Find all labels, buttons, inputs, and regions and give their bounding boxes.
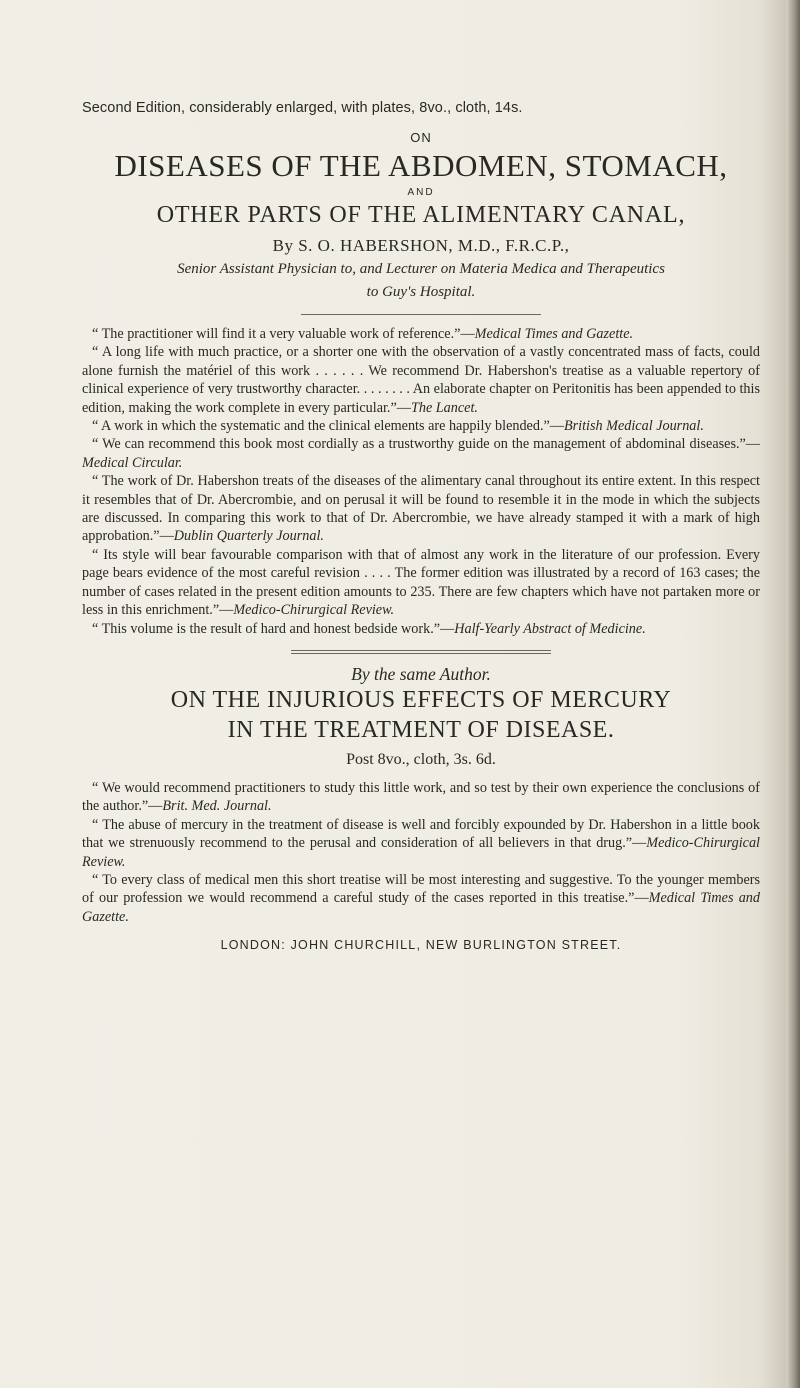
review-source: Medical Times and Gazette. <box>82 890 760 925</box>
edition-line: Second Edition, considerably enlarged, with plates, 8vo., cloth, 14s. <box>82 100 523 116</box>
review: “ The work of Dr. Habershon treats of the diseases of the alimentary canal throughout its entire extent. In this respect it resembles that of Dr. Abercrombie, and on perusal it will be found to resemble it in the mode in which the subjects are discussed. In comparing this work to that of Dr. Abercrombie, we have already stamped it with a mark of high approbation.”—Dublin Quarterly Journal. <box>82 473 760 545</box>
review-source: Medico-Chirurgical Review. <box>82 835 760 870</box>
affiliation-line1: Senior Assistant Physician to, and Lecturer on Materia Medica and Therapeutics <box>177 261 665 277</box>
double-divider-rule <box>291 650 551 654</box>
review: “ Its style will bear favourable comparison with that of almost any work in the literature of our profession. Every page bears evidence of the most careful revision . . . . The former edition was illustrated by a record of 163 cases; the number of cases related in the present edition amounts to 235. There are few chapters which have not partaken more or less in this enrichment.”—Medico-Chirurgical Review. <box>82 546 760 619</box>
book2-title-line1: ON THE INJURIOUS EFFECTS OF MERCURY <box>170 686 672 713</box>
book1-title-line2: OTHER PARTS OF THE ALIMENTARY CANAL, <box>156 202 686 228</box>
review: “ A work in which the systematic and the clinical elements are happily blended.”—British Medical Journal. <box>92 418 704 435</box>
review-source: British Medical Journal. <box>563 418 704 435</box>
book1-title-line1: DISEASES OF THE ABDOMEN, STOMACH, <box>114 148 728 183</box>
review-source: Brit. Med. Journal. <box>162 798 272 815</box>
affiliation-line2: to Guy's Hospital. <box>366 284 476 300</box>
author-line: By S. O. HABERSHON, M.D., F.R.C.P., <box>272 236 570 255</box>
book2-title-line2: IN THE TREATMENT OF DISEASE. <box>227 716 615 743</box>
book2-format-price: Post 8vo., cloth, 3s. 6d. <box>346 750 496 768</box>
book2-reviews <box>82 779 760 926</box>
review: “ To every class of medical men this short treatise will be most interesting and suggestive. To the younger members of our profession we would recommend a careful study of the cases reported in this treatise.”—Medical Times and Gazette. <box>82 871 760 925</box>
page-edge-shadow <box>786 0 800 1388</box>
review: “ We can recommend this book most cordially as a trustworthy guide on the management of abdominal diseases.”—Medical Circular. <box>82 436 760 471</box>
review: “ The practitioner will find it a very valuable work of reference.”—Medical Times and Gazette. <box>92 326 634 342</box>
review: “ A long life with much practice, or a shorter one with the observation of a vastly concentrated mass of facts, could alone furnish the matériel of this work . . . . . . We recommend Dr. Habershon's treatise as a valuable repertory of clinical experience of very trustworthy character. . . . . . . . An elaborate chapter on Peritonitis has been appended to this edition, making the work complete in every particular.”—The Lancet. <box>82 344 760 416</box>
review-source: Medical Times and Gazette. <box>474 326 634 342</box>
review: “ We would recommend practitioners to study this little work, and so test by their own experience the conclusions of the author.”—Brit. Med. Journal. <box>82 779 760 815</box>
by-same-author: By the same Author. <box>351 663 491 684</box>
book1-heading <box>82 130 760 302</box>
review: “ This volume is the result of hard and honest bedside work.”—Half-Yearly Abstract of Medicine. <box>92 620 646 637</box>
and-label: AND <box>407 187 435 198</box>
review-source: Dublin Quarterly Journal. <box>173 528 324 545</box>
review-source: Half-Yearly Abstract of Medicine. <box>454 620 646 637</box>
advertisement-column <box>82 100 760 952</box>
publisher-imprint: LONDON: JOHN CHURCHILL, NEW BURLINGTON STREET. <box>220 938 622 953</box>
divider-rule <box>301 314 541 315</box>
review: “ The abuse of mercury in the treatment of disease is well and forcibly expounded by Dr. Habershon in a little book that we strenuously recommend to the perusal and consideration of all believers in that drug.”—Medico-Chirurgical Review. <box>82 816 760 870</box>
book1-reviews <box>82 325 760 638</box>
review-source: Medico-Chirurgical Review. <box>233 602 395 619</box>
on-label: ON <box>410 130 432 145</box>
review-source: Medical Circular. <box>82 454 183 471</box>
book2-heading <box>82 664 760 769</box>
review-source: The Lancet. <box>410 399 478 416</box>
